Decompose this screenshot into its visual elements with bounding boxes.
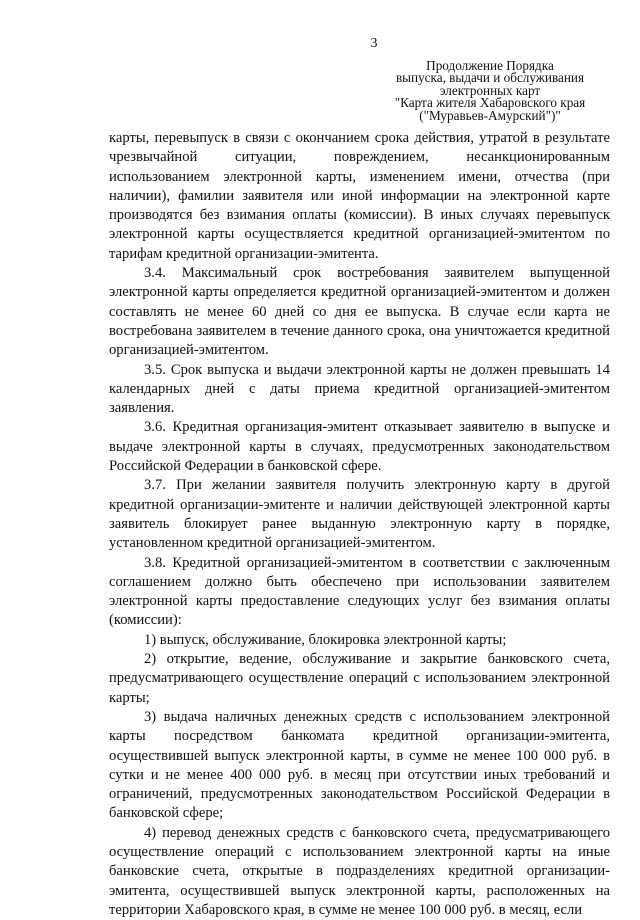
list-item-3: 3) выдача наличных денежных средств с использованием электронной карты посредством банкомата кредитной организации-эмитента, осуществившей выпуск электронной карты, в сумме не менее 100 000 руб. в сутки и не менее 400 000 руб. в месяц при отсутствии иных требований и ограничений, предусмотренных законодательством Российской Федерации в банковской сфере; [109, 708, 610, 822]
paragraph-3-6: 3.6. Кредитная организация-эмитент отказывает заявителю в выпуске и выдаче электронной карты в случаях, предусмотренных законодательством Российской Федерации в банковской сфере. [109, 419, 610, 475]
paragraph-3-7: 3.7. При желании заявителя получить электронную карту в другой кредитной организации-эмитенте и наличии действующей электронной карты заявитель блокирует ранее выданную электронную карту в порядке, установленном кредитной организацией-эмитентом. [109, 477, 610, 552]
paragraph-3-4: 3.4. Максимальный срок востребования заявителем выпущенной электронной карты определяется кредитной организацией-эмитентом и должен составлять не менее 60 дней со дня ее выпуска. В случае если карта не востребована заявителем в течение данного срока, она уничтожается кредитной организацией-эмитентом. [109, 265, 610, 359]
appendix-line: электронных карт [439, 82, 541, 98]
paragraph-3-5: 3.5. Срок выпуска и выдачи электронной карты не должен превышать 14 календарных дней с даты приема кредитной организацией-эмитентом заявления. [109, 361, 610, 417]
appendix-header [370, 60, 610, 122]
appendix-line: ("Муравьев-Амурский")" [419, 107, 561, 123]
paragraph-3-8: 3.8. Кредитной организацией-эмитентом в соответствии с заключенным соглашением должно быть обеспечено при использовании заявителем электронной карты предоставление следующих услуг без взимания оплаты (комиссии): [109, 554, 610, 629]
list-item-1: 1) выпуск, обслуживание, блокировка электронной карты; [144, 631, 507, 648]
appendix-line: Продолжение Порядка [426, 58, 554, 73]
page-number: 3 [370, 36, 378, 51]
appendix-line: "Карта жителя Хабаровского края [394, 95, 586, 111]
list-item-2: 2) открытие, ведение, обслуживание и закрытие банковского счета, предусматривающего осуществление операций с использованием электронной карты; [109, 651, 610, 706]
document-body [109, 129, 610, 920]
appendix-line: выпуска, выдачи и обслуживания [395, 70, 585, 86]
paragraph-continuation: карты, перевыпуск в связи с окончанием срока действия, утратой в результате чрезвычайной ситуации, повреждением, несанкционированным использованием электронной карты, изменением имени, отчества (при наличии), фамилии заявителя или иной информации на электронной карте производятся без взимания оплаты (комиссии). В иных случаях перевыпуск электронной карты осуществляется кредитной организацией-эмитентом по тарифам кредитной организации-эмитента. [109, 130, 610, 262]
list-item-4: 4) перевод денежных средств с банковского счета, предусматривающего осуществление операций с использованием электронной карты на иные банковские счета, открытые в подразделениях кредитной организации-эмитента, осуществившей выпуск электронной карты, расположенных на территории Хабаровского края, в сумме не менее 100 000 руб. в месяц, если [109, 824, 610, 918]
